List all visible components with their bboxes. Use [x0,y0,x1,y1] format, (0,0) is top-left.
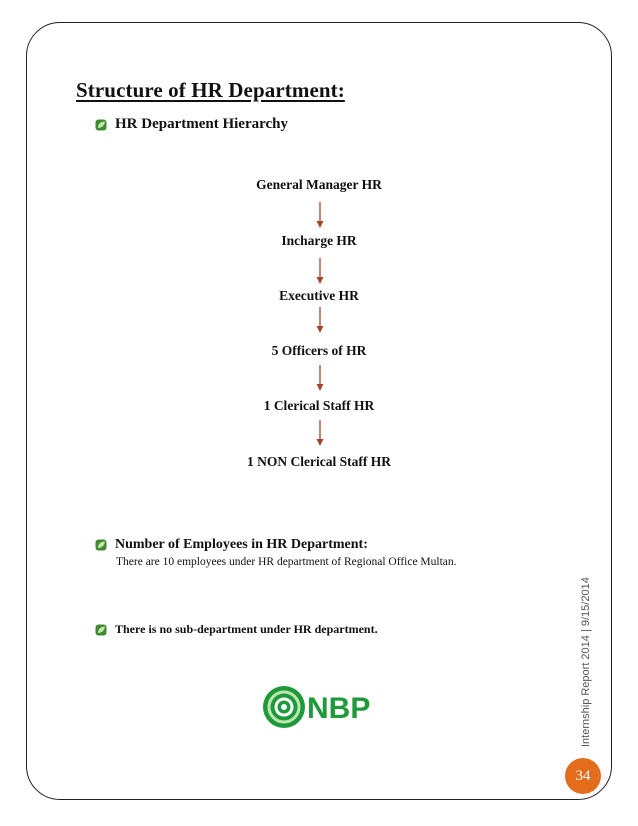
employees-bullet [95,537,368,553]
down-arrow-icon [313,364,327,392]
employees-description: There are 10 employees under HR department of Regional Office Multan. [116,556,457,568]
hierarchy-level: 5 Officers of HR [271,343,367,358]
down-arrow-icon [313,306,327,334]
hierarchy-level: Executive HR [279,288,359,303]
leaf-bullet-icon [95,119,107,131]
page-number-badge: 34 [565,758,601,794]
down-arrow-icon [313,257,327,285]
leaf-bullet-icon [95,539,107,551]
logo-text: NBP [307,692,371,725]
nbp-logo [261,682,379,732]
hierarchy-section-label: HR Department Hierarchy [115,116,289,132]
down-arrow-icon [313,419,327,447]
employees-section-label: Number of Employees in HR Department: [115,537,368,552]
page-heading: Structure of HR Department: [76,78,345,102]
hierarchy-level: Incharge HR [281,233,357,248]
hierarchy-bullet [95,116,288,133]
hierarchy-level: 1 NON Clerical Staff HR [247,454,391,469]
down-arrow-icon [313,201,327,229]
subdepartment-label: There is no sub-department under HR department. [115,622,378,636]
subdepartment-bullet [95,622,378,637]
hierarchy-level: General Manager HR [256,177,382,192]
side-footer-text: Internship Report 2014 | 9/15/2014 [580,577,592,747]
hierarchy-level: 1 Clerical Staff HR [263,398,375,413]
leaf-bullet-icon [95,624,107,636]
